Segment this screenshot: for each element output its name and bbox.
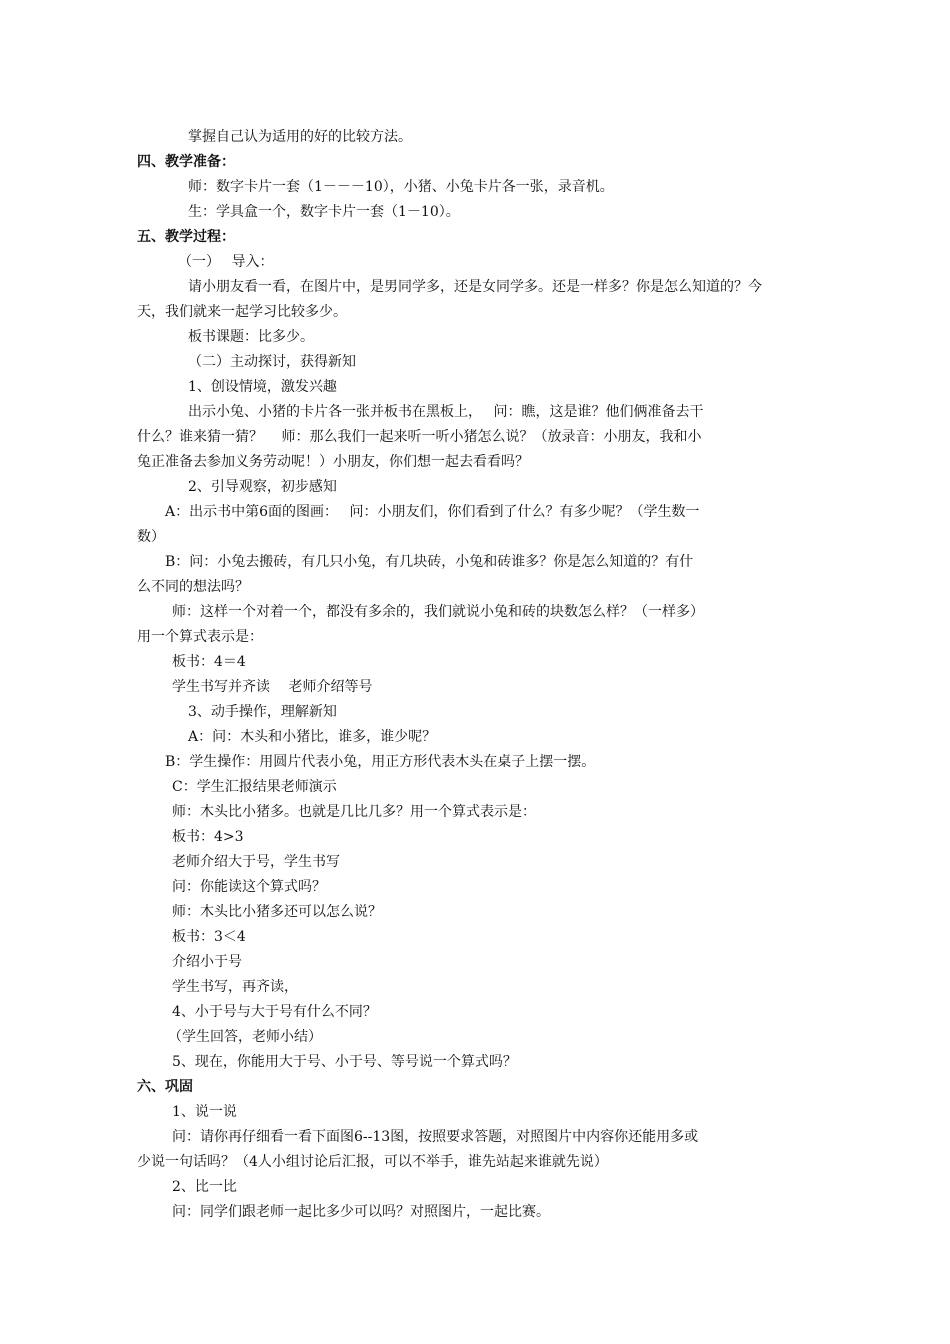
text-line: 天，我们就来一起学习比较多少。	[137, 304, 347, 320]
text-line: 请小朋友看一看，在图片中，是男同学多，还是女同学多。还是一样多？你是怎么知道的？今	[188, 279, 762, 295]
text-line: 少说一句话吗？（4人小组讨论后汇报，可以不举手，谁先站起来谁就先说）	[137, 1154, 608, 1170]
text-line: 1、说一说	[172, 1104, 237, 1120]
text-line: 用一个算式表示是：	[137, 629, 263, 645]
text-line: 问：同学们跟老师一起比多少可以吗？对照图片，一起比赛。	[172, 1204, 550, 1220]
text-line: 师：木头比小猪多。也就是几比几多？用一个算式表示是：	[172, 804, 536, 820]
text-line: 问：请你再仔细看一看下面图6--13图，按照要求答题，对照图片中内容你还能用多或	[172, 1129, 699, 1145]
text-line: 么不同的想法吗？	[137, 579, 249, 595]
text-line: B：学生操作：用圆片代表小兔，用正方形代表木头在桌子上摆一摆。	[165, 754, 596, 770]
text-line: A：问：木头和小猪比，谁多，谁少呢？	[188, 729, 437, 745]
text-line: A：出示书中第6面的图画： 问：小朋友们，你们看到了什么？有多少呢？（学生数一	[165, 504, 700, 520]
text-line: 2、比一比	[172, 1179, 237, 1195]
text-line: 掌握自己认为适用的好的比较方法。	[188, 129, 412, 145]
text-line: 1、创设情境，激发兴趣	[188, 379, 337, 395]
text-line: 介绍小于号	[172, 954, 242, 970]
text-line: 2、引导观察，初步感知	[188, 479, 337, 495]
text-line: 4、小于号与大于号有什么不同？	[172, 1004, 377, 1020]
text-line: 师：这样一个对着一个，都没有多余的，我们就说小兔和砖的块数怎么样？（一样多）	[172, 604, 704, 620]
text-line: 师：木头比小猪多还可以怎么说？	[172, 904, 382, 920]
text-line: 板书：4＝4	[172, 654, 246, 670]
text-line: 出示小兔、小猪的卡片各一张并板书在黑板上， 问：瞧，这是谁？他们俩准备去干	[188, 404, 704, 420]
text-line: B：问：小兔去搬砖，有几只小兔，有几块砖，小兔和砖谁多？你是怎么知道的？有什	[165, 554, 694, 570]
text-line: （二）主动探讨，获得新知	[188, 354, 356, 370]
text-line: 学生书写并齐读 老师介绍等号	[172, 679, 373, 695]
text-line: 师：数字卡片一套（1－－－10），小猪、小兔卡片各一张，录音机。	[188, 179, 614, 195]
text-line: 3、动手操作，理解新知	[188, 704, 337, 720]
text-line: 板书课题：比多少。	[188, 329, 314, 345]
text-line: 数）	[137, 529, 165, 545]
text-line: C：学生汇报结果老师演示	[172, 779, 337, 795]
text-line: 老师介绍大于号，学生书写	[172, 854, 340, 870]
text-line: 问：你能读这个算式吗？	[172, 879, 326, 895]
text-line: 5、现在，你能用大于号、小于号、等号说一个算式吗？	[172, 1054, 517, 1070]
text-line: 什么？谁来猜一猜？ 师：那么我们一起来听一听小猪怎么说？（放录音：小朋友，我和小	[137, 429, 702, 445]
text-line: 学生书写，再齐读，	[172, 979, 298, 995]
section-heading: 四、教学准备：	[137, 154, 235, 170]
text-line: 板书：4>3	[172, 829, 244, 845]
text-line: 兔正准备去参加义务劳动呢！）小朋友，你们想一起去看看吗？	[137, 454, 529, 470]
text-line: （学生回答，老师小结）	[168, 1029, 322, 1045]
text-line: 生：学具盒一个，数字卡片一套（1－10）。	[188, 204, 460, 220]
text-line: 板书：3＜4	[172, 929, 246, 945]
section-heading: 五、教学过程：	[137, 229, 235, 245]
text-line: （一） 导入：	[178, 254, 274, 270]
section-heading: 六、巩固	[137, 1079, 193, 1095]
